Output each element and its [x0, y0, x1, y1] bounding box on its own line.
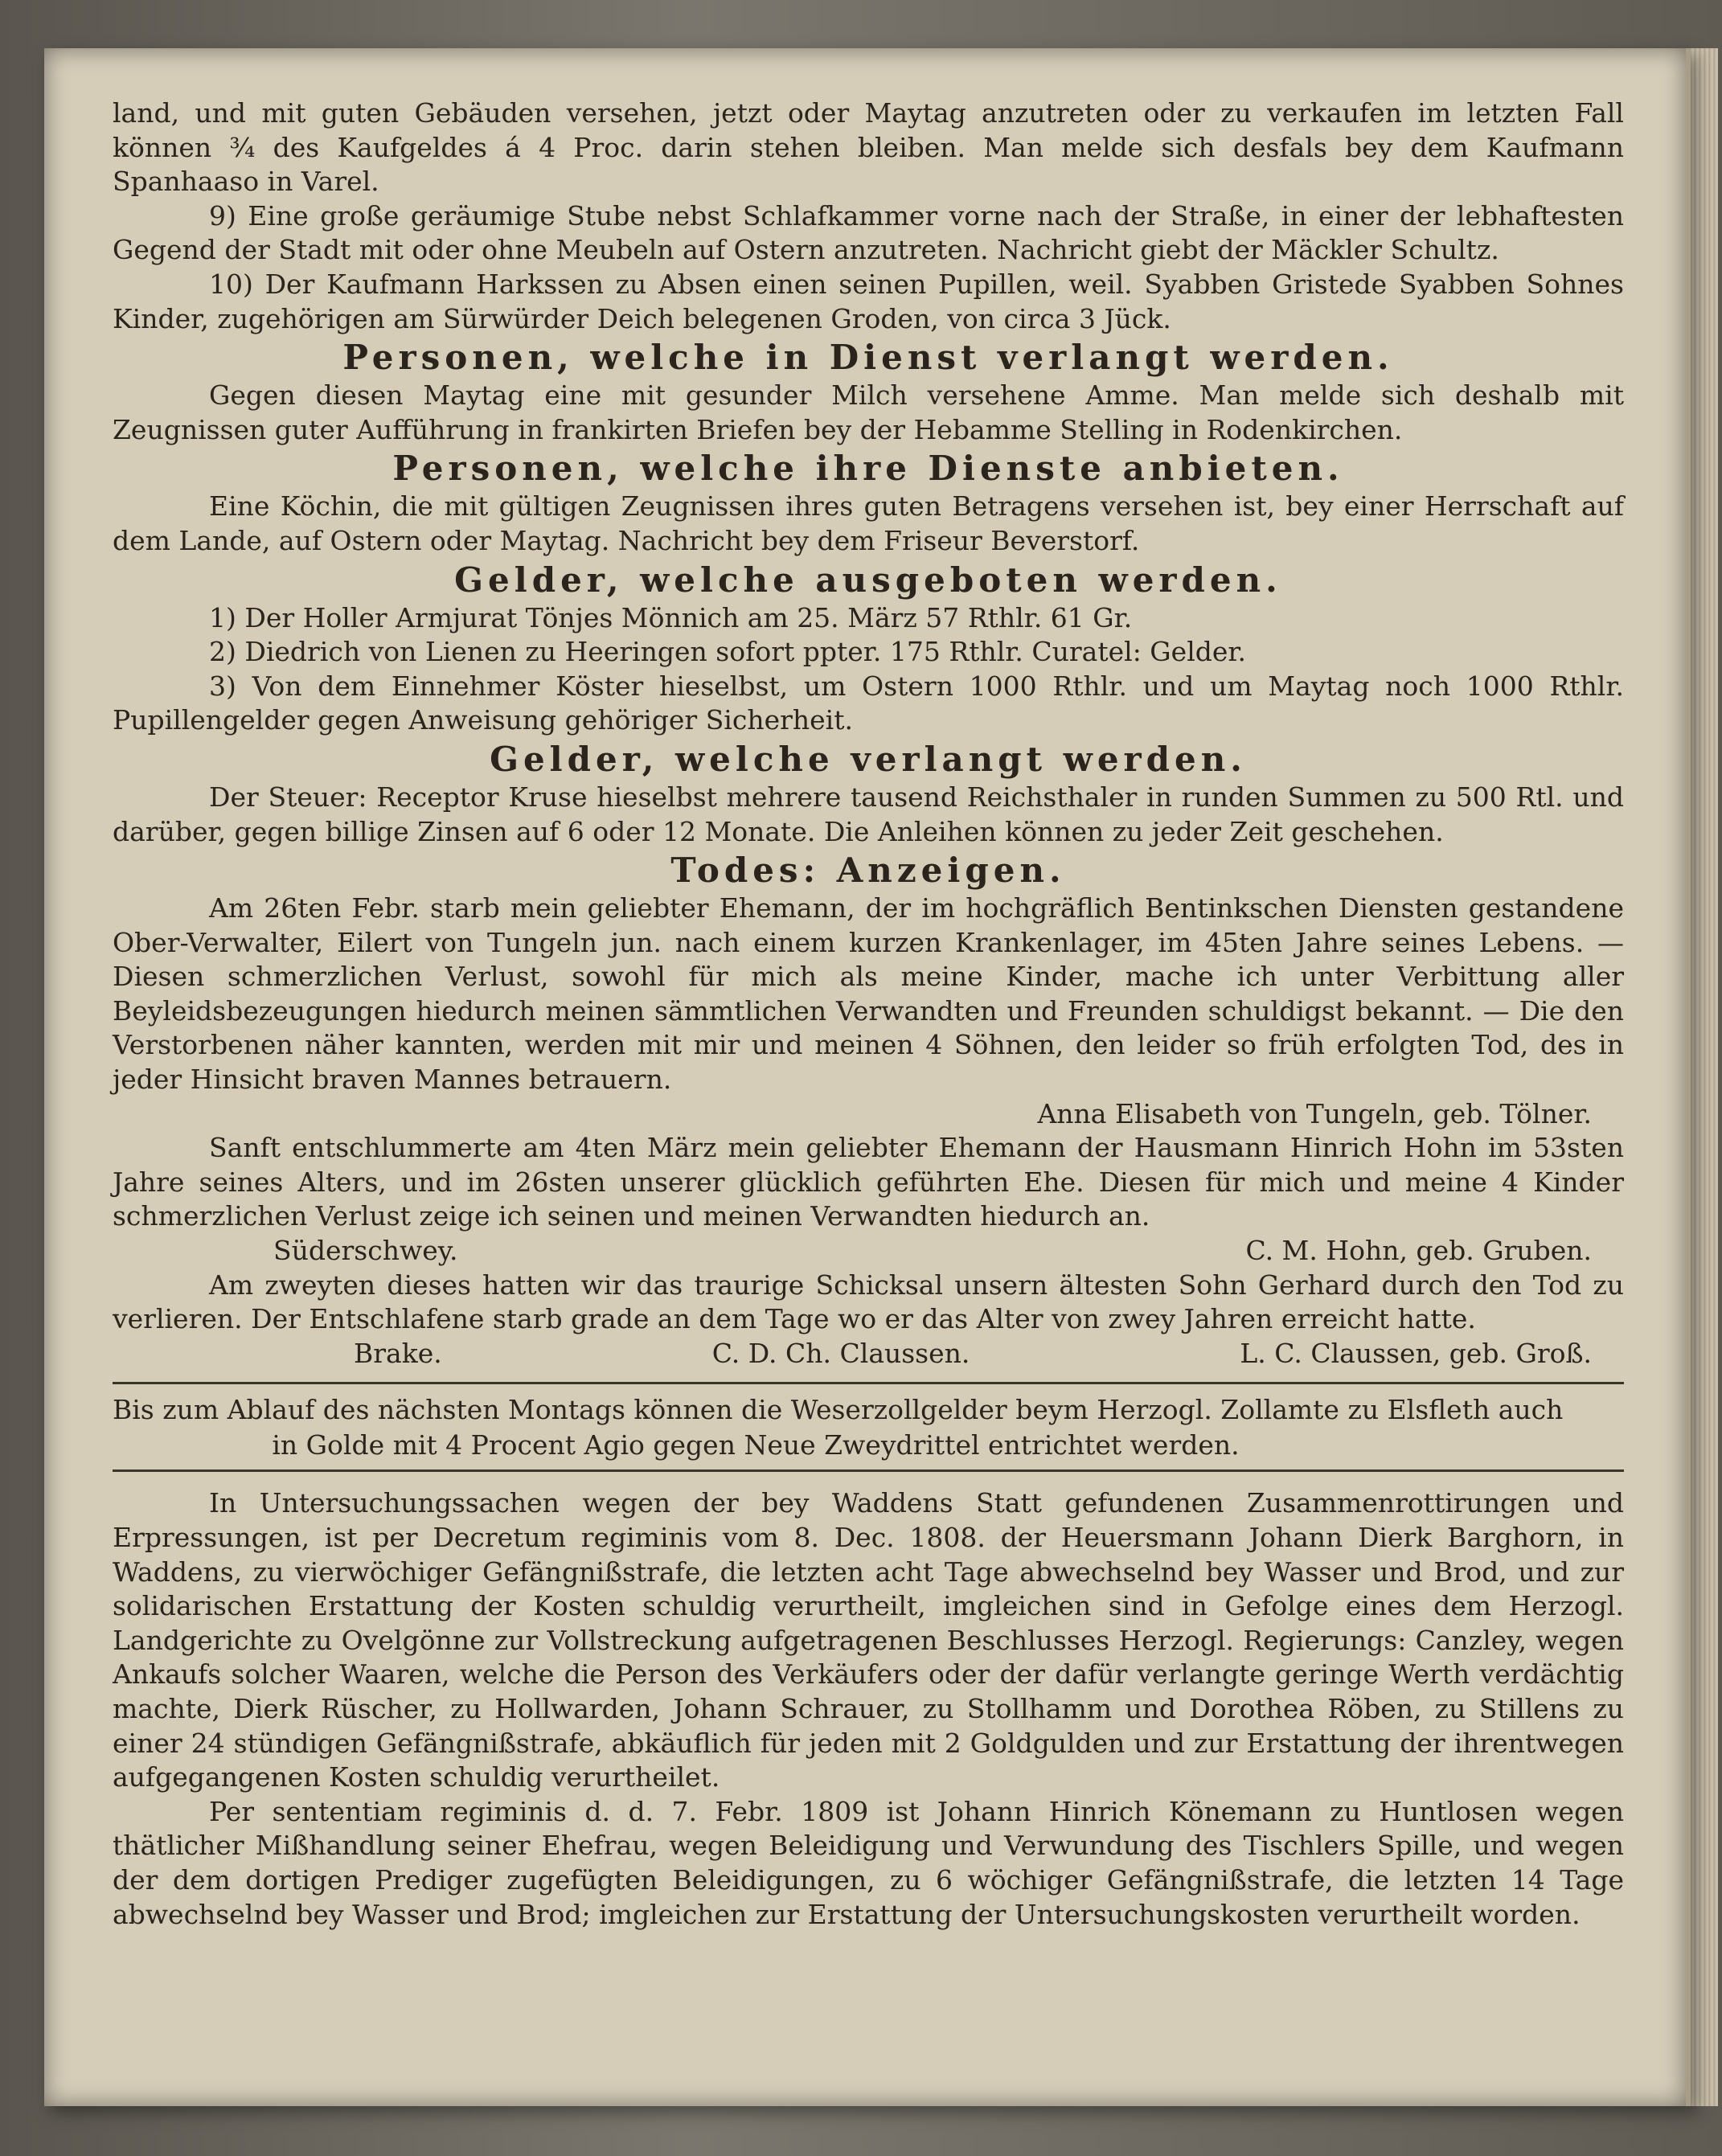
heading-gelder-ausgeboten: Gelder, welche ausgeboten werden.	[454, 559, 1282, 600]
ad-room-rent: 9) Eine große geräumige Stube nebst Schlafkammer vorne nach der Straße, in einer der lebhaftesten Gegend der Stadt mit oder ohne Meubeln auf Ostern anzutreten. Nachricht giebt der Mäckler Schultz.	[113, 199, 1624, 266]
heading-gelder-verlangt: Gelder, welche verlangt werden.	[490, 739, 1247, 779]
death-notice-1-signature: Anna Elisabeth von Tungeln, geb. Tölner.	[1037, 1097, 1592, 1129]
death-notice-2-signature: Süderschwey. C. M. Hohn, geb. Gruben.	[273, 1235, 1592, 1267]
death-notice-3: Am zweyten dieses hatten wir das traurige Schicksal unsern ältesten Sohn Gerhard durch den Tod zu verlieren. Der Entschlafene starb grade an dem Tage wo er das Alter von zwey Jahren erreicht hatte.	[113, 1269, 1624, 1335]
court-notice-sentenz: Per sententiam regiminis d. d. 7. Febr. 1809 ist Johann Hinrich Könemann zu Huntlosen wegen thätlicher Mißhandlung seiner Ehefrau, wegen Beleidigung und Verwundung des Tischlers Spille, und wegen der dem dortigen Prediger zugefügten Beleidigungen, zu 6 wöchiger Gefängnißstrafe, die letzten 14 Tage abwechselnd bey Wasser und Brod; imgleichen zur Erstattung der Untersuchungskosten verurtheilt worden.	[113, 1795, 1624, 1930]
zoll-notice-line-2: in Golde mit 4 Procent Agio gegen Neue Zweydrittel entrichtet werden.	[272, 1429, 1240, 1461]
heading-dienste-anbieten: Personen, welche ihre Dienste anbieten.	[392, 449, 1344, 489]
ad-koechin: Eine Köchin, die mit gültigen Zeugnissen ihres guten Betragens versehen ist, bey einer Herrschaft auf dem Lande, auf Ostern oder Maytag. Nachricht bey dem Friseur Beverstorf.	[113, 490, 1624, 556]
divider-top	[113, 1382, 1624, 1384]
divider-bottom	[113, 1469, 1624, 1472]
page-text	[113, 96, 1624, 1932]
heading-dienst-verlangt: Personen, welche in Dienst verlangt werden.	[342, 338, 1394, 378]
zoll-notice-line-1: Bis zum Ablauf des nächsten Montags können die Weserzollgelder beym Herzogl. Zollamte zu Elsfleth auch	[113, 1394, 1564, 1426]
death-notice-3-signature: Brake. C. D. Ch. Claussen. L. C. Claussen, geb. Groß.	[354, 1337, 1592, 1369]
ad-land-sale: land, und mit guten Gebäuden versehen, jetzt oder Maytag anzutreten oder zu verkaufen im letzten Fall können ¾ des Kaufgeldes á 4 Proc. darin stehen bleiben. Man melde sich desfals bey dem Kaufmann Spanhaaso in Varel.	[113, 97, 1624, 198]
heading-todes-anzeigen: Todes: Anzeigen.	[670, 851, 1066, 891]
death-notice-2: Sanft entschlummerte am 4ten März mein geliebter Ehemann der Hausmann Hinrich Hohn im 53sten Jahre seines Alters, und im 26sten unserer glücklich geführten Ehe. Diesen für mich und meine 4 Kinder schmerzlichen Verlust zeige ich seinen und meinen Verwandten hiedurch an.	[113, 1132, 1624, 1232]
ad-steuer-receptor: Der Steuer: Receptor Kruse hieselbst mehrere tausend Reichsthaler in runden Summen zu 500 Rtl. und darüber, gegen billige Zinsen auf 6 oder 12 Monate. Die Anleihen können zu jeder Zeit geschehen.	[113, 781, 1624, 847]
gelder-item-1: 1) Der Holler Armjurat Tönjes Mönnich am 25. März 57 Rthlr. 61 Gr.	[209, 601, 1133, 633]
gelder-item-3: 3) Von dem Einnehmer Köster hieselbst, um Ostern 1000 Rthlr. und um Maytag noch 1000 Rthlr. Pupillengelder gegen Anweisung gehöriger Sicherheit.	[113, 670, 1624, 736]
page-edge	[1686, 48, 1718, 2106]
court-notice-untersuchung: In Untersuchungssachen wegen der bey Waddens Statt gefundenen Zusammenrottirungen und Erpressungen, ist per Decretum regiminis vom 8. Dec. 1808. der Heuersmann Johann Dierk Barghorn, in Waddens, zu vierwöchiger Gefängnißstrafe, die letzten acht Tage abwechselnd bey Wasser und Brod, und zur solidarischen Erstattung der Kosten schuldig verurtheilt, imgleichen sind in Gefolge eines dem Herzogl. Landgerichte zu Ovelgönne zur Vollstreckung aufgetragenen Beschlusses Herzogl. Regierungs: Canzley, wegen Ankaufs solcher Waaren, welche die Person des Verkäufers oder der dafür verlangte geringe Werth verdächtig machte, Dierk Rüscher, zu Hollwarden, Johann Schrauer, zu Stollhamm und Dorothea Röben, zu Stillens zu einer 24 stündigen Gefängnißstrafe, abkäuflich für jeden mit 2 Goldgulden und zur Erstattung der ihrentwegen aufgegangenen Kosten schuldig verurtheilet.	[113, 1487, 1624, 1793]
death-notice-1: Am 26ten Febr. starb mein geliebter Ehemann, der im hochgräflich Bentinkschen Diensten gestandene Ober-Verwalter, Eilert von Tungeln jun. nach einem kurzen Krankenlager, im 45ten Jahre seines Lebens. — Diesen schmerzlichen Verlust, sowohl für mich als meine Kinder, mache ich unter Verbittung aller Beyleidsbezeugungen hiedurch meinen sämmtlichen Verwandten und Freunden schuldigst bekannt. — Die den Verstorbenen näher kannten, werden mit mir und meinen 4 Söhnen, den leider so früh erfolgten Tod, des in jeder Hinsicht braven Mannes betrauern.	[113, 892, 1624, 1096]
gelder-item-2: 2) Diedrich von Lienen zu Heeringen sofort ppter. 175 Rthlr. Curatel: Gelder.	[209, 636, 1247, 668]
ad-amme: Gegen diesen Maytag eine mit gesunder Milch versehene Amme. Man melde sich deshalb mit Zeugnissen guter Aufführung in frankirten Briefen bey der Hebamme Stelling in Rodenkirchen.	[113, 379, 1624, 445]
ad-groden: 10) Der Kaufmann Harkssen zu Absen einen seinen Pupillen, weil. Syabben Gristede Syabben Sohnes Kinder, zugehörigen am Sürwürder Deich belegenen Groden, von circa 3 Jück.	[113, 268, 1624, 334]
